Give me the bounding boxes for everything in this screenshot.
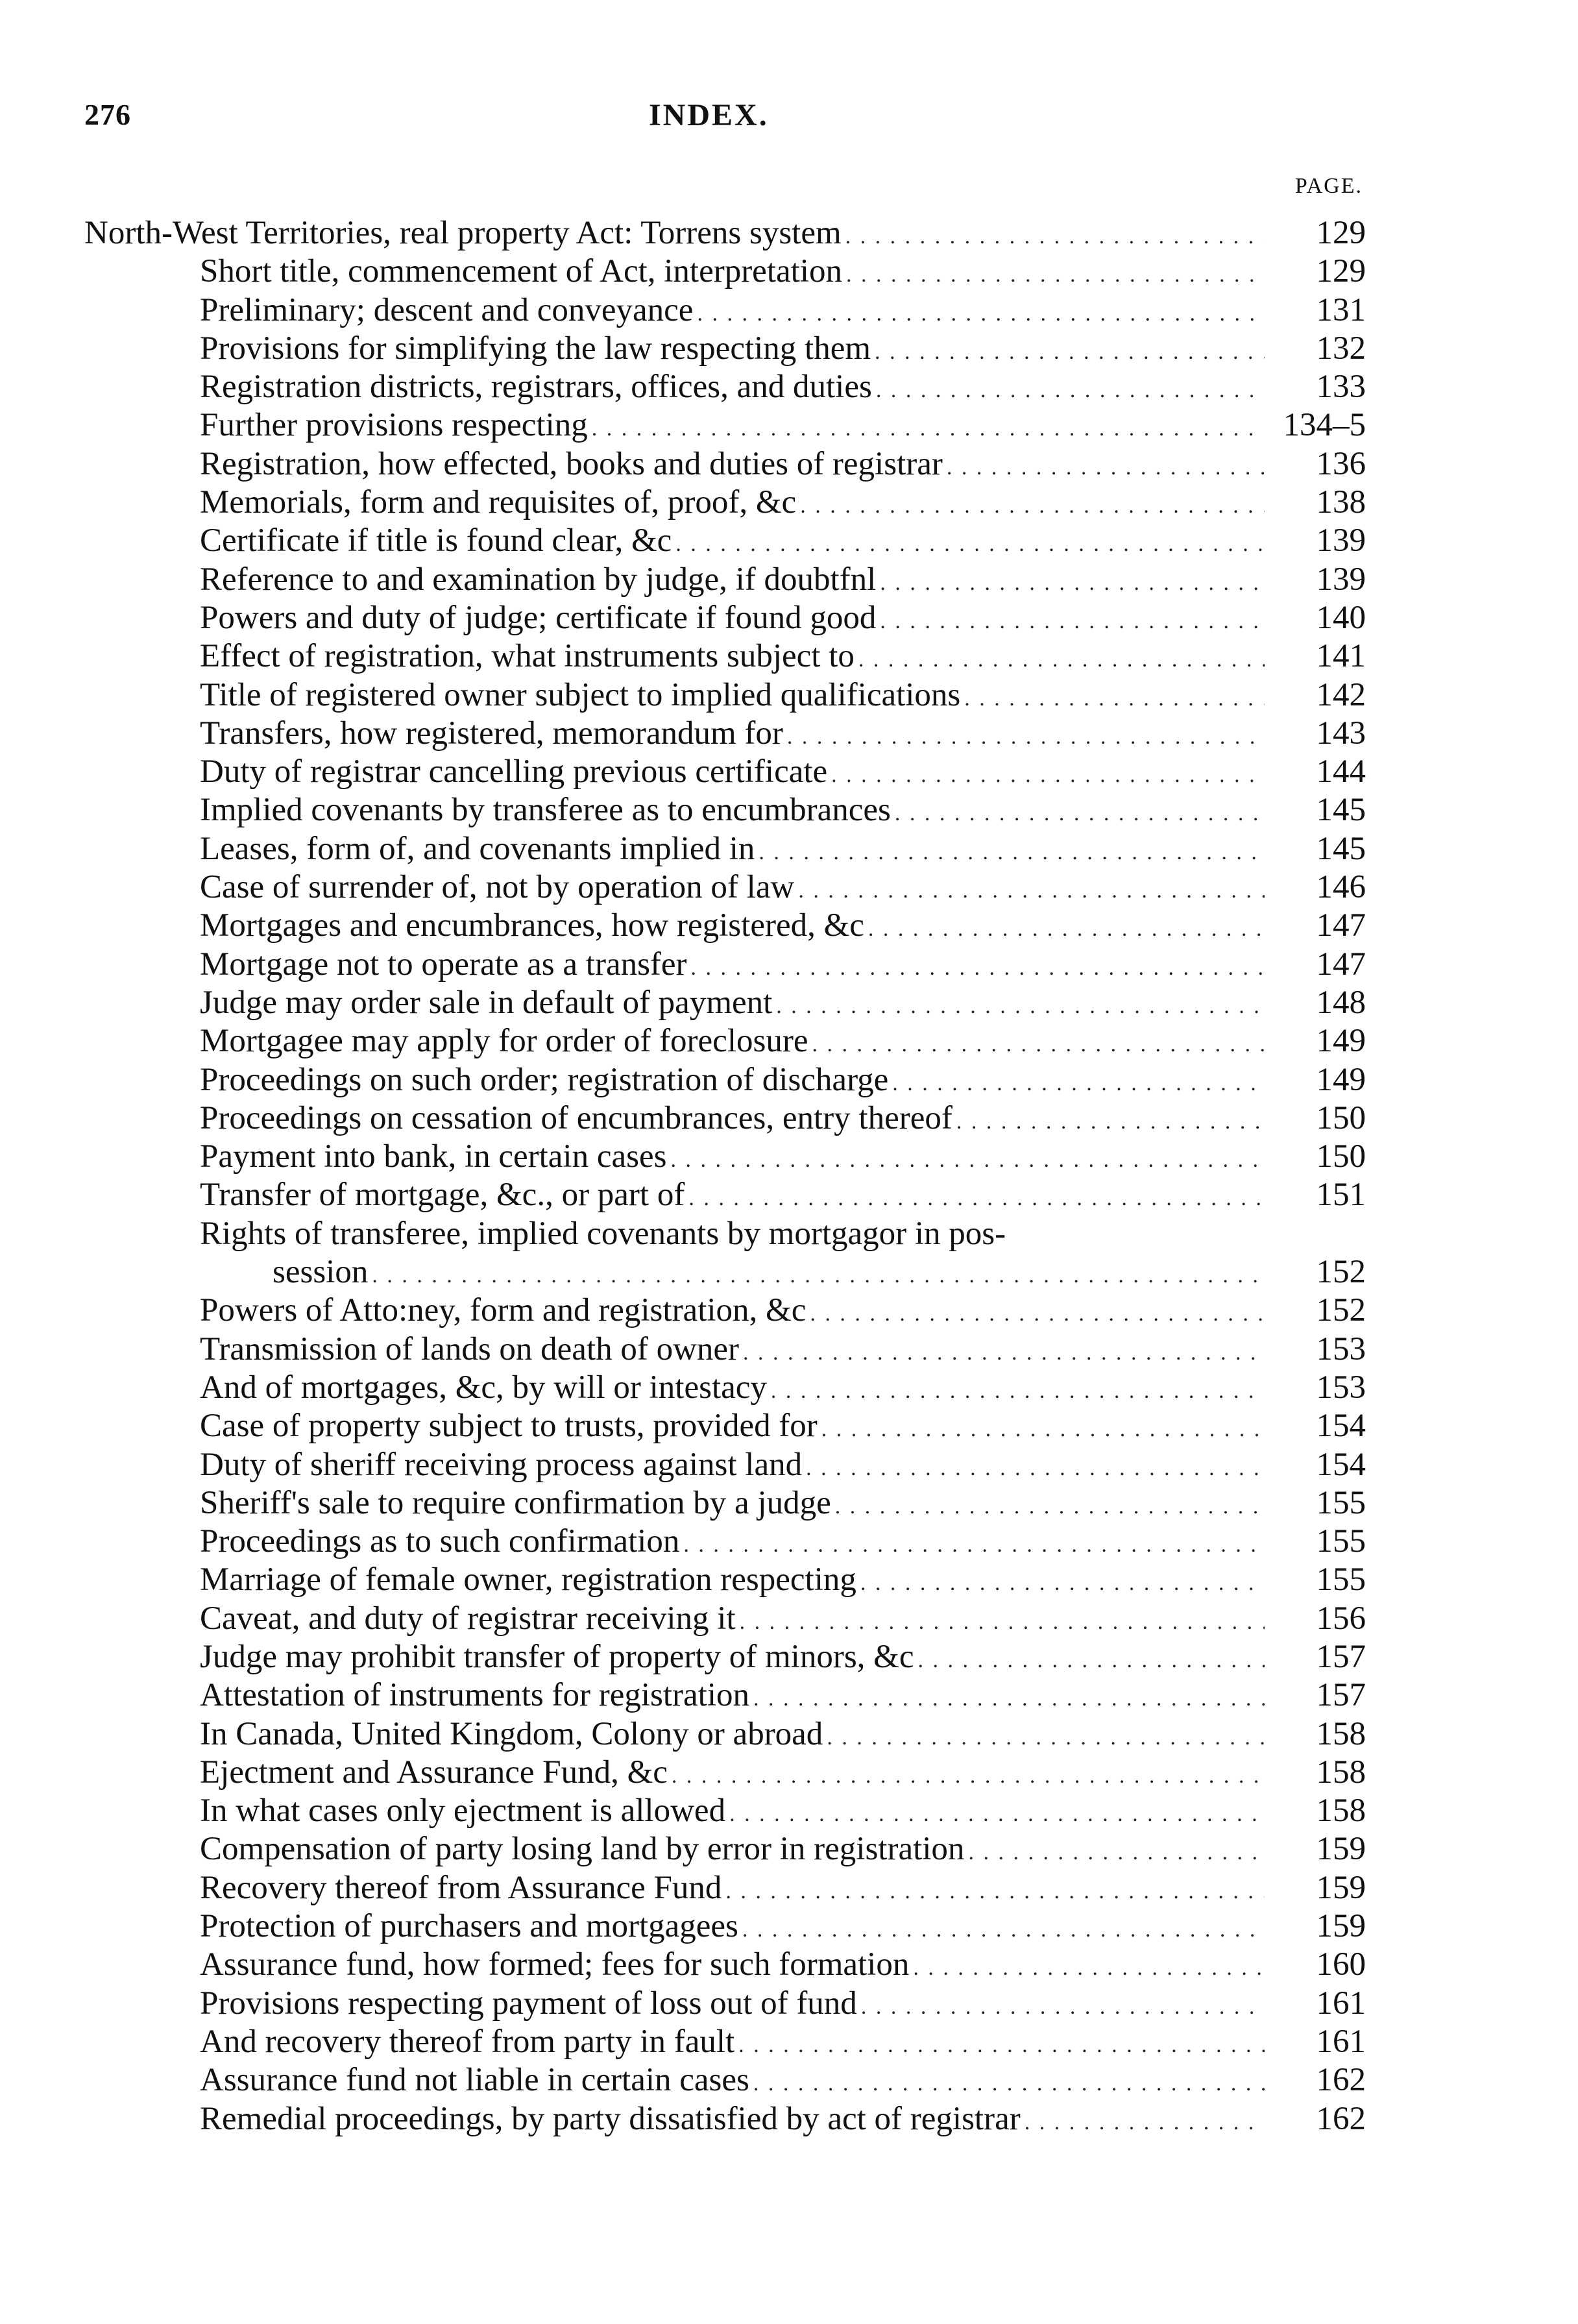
dot-leader bbox=[742, 1911, 1265, 1949]
index-entry bbox=[84, 1099, 1366, 1138]
index-entry-page: 139 bbox=[1316, 561, 1366, 598]
index-entry-page: 155 bbox=[1316, 1484, 1366, 1521]
dot-leader bbox=[697, 295, 1265, 333]
page-column-header: PAGE. bbox=[1294, 174, 1363, 198]
index-entry-page: 142 bbox=[1316, 676, 1366, 713]
index-entry bbox=[84, 907, 1366, 945]
index-entry-page: 133 bbox=[1316, 369, 1366, 406]
index-entry-page: 144 bbox=[1316, 753, 1366, 790]
index-entry-text: Transmission of lands on death of owner bbox=[200, 1330, 740, 1367]
index-entry-page: 148 bbox=[1316, 984, 1366, 1021]
index-entry-text: Case of property subject to trusts, provided for bbox=[200, 1408, 818, 1445]
index-entry-text: Caveat, and duty of registrar receiving it bbox=[200, 1600, 736, 1637]
index-entry bbox=[84, 984, 1366, 1022]
dot-leader bbox=[880, 564, 1265, 602]
index-entry bbox=[84, 1792, 1366, 1830]
index-entry-page: 159 bbox=[1316, 1869, 1366, 1906]
index-entry-page: 147 bbox=[1316, 907, 1366, 944]
index-entry-text: Title of registered owner subject to implied qualifications bbox=[200, 676, 961, 713]
index-entry-text: Transfer of mortgage, &c., or part of bbox=[200, 1177, 685, 1214]
dot-leader bbox=[821, 1410, 1265, 1449]
index-entry bbox=[84, 214, 1366, 252]
dot-leader bbox=[691, 949, 1265, 987]
index-entry bbox=[84, 1715, 1366, 1754]
index-entry-text: Reference to and examination by judge, if doubtfnl bbox=[200, 561, 877, 598]
index-entry bbox=[84, 753, 1366, 791]
index-entry-text: Recovery thereof from Assurance Fund bbox=[200, 1869, 722, 1906]
index-entry-page: 132 bbox=[1316, 330, 1366, 367]
index-entry-text: Judge may prohibit transfer of property of minors, &c bbox=[200, 1638, 914, 1675]
index-entry-page: 157 bbox=[1316, 1638, 1366, 1675]
dot-leader bbox=[776, 987, 1265, 1025]
index-entry bbox=[84, 1369, 1366, 1407]
index-entry-page: 157 bbox=[1316, 1677, 1366, 1714]
index-entry-page: 159 bbox=[1316, 1831, 1366, 1868]
dot-leader bbox=[846, 256, 1265, 294]
index-entry-text: Proceedings as to such confirmation bbox=[200, 1523, 680, 1560]
index-entry bbox=[84, 1638, 1366, 1676]
index-entry-text: Certificate if title is found clear, &c bbox=[200, 522, 672, 559]
index-entry bbox=[84, 522, 1366, 560]
index-entry-text: Ejectment and Assurance Fund, &c bbox=[200, 1754, 668, 1791]
index-entry-text: Duty of sheriff receiving process against land bbox=[200, 1446, 803, 1483]
dot-leader bbox=[753, 2064, 1265, 2103]
index-entry-text: Compensation of party losing land by error in registration bbox=[200, 1831, 965, 1868]
index-entry-text: Short title, commencement of Act, interpretation bbox=[200, 253, 842, 290]
index-entry-page: 136 bbox=[1316, 445, 1366, 482]
index-entry-text: Mortgages and encumbrances, how registered, &c bbox=[200, 907, 864, 944]
index-entry-text: Provisions for simplifying the law respecting them bbox=[200, 330, 871, 367]
index-entry-page: 150 bbox=[1316, 1099, 1366, 1136]
index-entry bbox=[84, 1291, 1366, 1330]
dot-leader bbox=[827, 1719, 1265, 1757]
index-entry bbox=[84, 1176, 1366, 1214]
dot-leader bbox=[968, 1833, 1265, 1872]
dot-leader bbox=[738, 2026, 1265, 2064]
index-entry-text: Case of surrender of, not by operation of law bbox=[200, 869, 795, 906]
index-entry-text: Memorials, form and requisites of, proof, &c bbox=[200, 484, 797, 521]
index-entry-page: 134–5 bbox=[1283, 407, 1366, 444]
index-entry-text: Mortgage not to operate as a transfer bbox=[200, 946, 687, 983]
index-entry-text: And of mortgages, &c, by will or intestacy bbox=[200, 1369, 767, 1406]
index-entry bbox=[84, 368, 1366, 406]
index-entry bbox=[84, 1407, 1366, 1445]
index-entry-text: Effect of registration, what instruments subject to bbox=[200, 638, 855, 675]
index-entry bbox=[84, 1600, 1366, 1638]
index-entry bbox=[84, 1484, 1366, 1523]
dot-leader bbox=[845, 217, 1265, 256]
index-entry bbox=[84, 1985, 1366, 2023]
index-entry-page: 155 bbox=[1316, 1523, 1366, 1560]
index-entry-text: Preliminary; descent and conveyance bbox=[200, 291, 694, 328]
index-entry bbox=[84, 830, 1366, 868]
dot-leader bbox=[812, 1025, 1265, 1064]
index-entry bbox=[84, 1946, 1366, 1984]
dot-leader bbox=[917, 1641, 1265, 1680]
index-entry bbox=[84, 1138, 1366, 1176]
index-entry bbox=[84, 1830, 1366, 1868]
index-entry-text: session bbox=[273, 1254, 369, 1291]
dot-leader bbox=[868, 910, 1265, 948]
dot-leader bbox=[880, 602, 1265, 641]
index-entry-text: Payment into bank, in certain cases bbox=[200, 1138, 667, 1175]
index-entry-text: Leases, form of, and covenants implied in bbox=[200, 830, 755, 867]
dot-leader bbox=[831, 756, 1265, 794]
dot-leader bbox=[835, 1487, 1265, 1526]
index-entry-text: Remedial proceedings, by party dissatisfied by act of registrar bbox=[200, 2100, 1021, 2137]
index-entry-page: 149 bbox=[1316, 1061, 1366, 1098]
index-entry-text: In Canada, United Kingdom, Colony or abroad bbox=[200, 1715, 823, 1752]
dot-leader bbox=[675, 525, 1265, 563]
index-entry-page: 158 bbox=[1316, 1792, 1366, 1829]
dot-leader bbox=[964, 679, 1265, 718]
index-entry-page: 150 bbox=[1316, 1138, 1366, 1175]
page-title: INDEX. bbox=[649, 98, 769, 132]
dot-leader bbox=[688, 1179, 1265, 1217]
index-entry-page: 152 bbox=[1316, 1292, 1366, 1329]
index-entry bbox=[84, 561, 1366, 599]
index-entry-page: 131 bbox=[1316, 291, 1366, 328]
index-entry-text: And recovery thereof from party in fault bbox=[200, 2023, 735, 2060]
index-entry bbox=[84, 2100, 1366, 2138]
index-entry-text: Powers and duty of judge; certificate if found good bbox=[200, 599, 877, 636]
index-entry-text: North-West Territories, real property Act: Torrens system bbox=[84, 215, 842, 251]
index-entry bbox=[84, 291, 1366, 330]
index-entry bbox=[84, 676, 1366, 715]
index-entry-page: 140 bbox=[1316, 599, 1366, 636]
dot-leader bbox=[759, 833, 1265, 872]
index-entry-page: 153 bbox=[1316, 1369, 1366, 1406]
index-entry bbox=[84, 406, 1366, 445]
index-entry bbox=[84, 2023, 1366, 2061]
index-entry bbox=[84, 946, 1366, 984]
dot-leader bbox=[913, 1949, 1265, 1987]
index-entry-text: Rights of transferee, implied covenants by mortgagor in pos- bbox=[200, 1215, 1006, 1252]
index-entry-text: Sheriff's sale to require confirmation by a judge bbox=[200, 1484, 831, 1521]
dot-leader bbox=[743, 1334, 1265, 1372]
dot-leader bbox=[800, 487, 1265, 525]
index-entry bbox=[84, 868, 1366, 907]
index-entry-page: 149 bbox=[1316, 1023, 1366, 1060]
index-entry-page: 154 bbox=[1316, 1446, 1366, 1483]
index-entry bbox=[84, 483, 1366, 522]
running-head bbox=[84, 97, 1382, 149]
index-entry-text: Registration districts, registrars, offices, and duties bbox=[200, 369, 872, 406]
dot-leader bbox=[729, 1795, 1265, 1833]
index-entry-text: Transfers, how registered, memorandum for bbox=[200, 715, 783, 752]
index-entry-page: 145 bbox=[1316, 830, 1366, 867]
index-entry-text: Powers of Atto:ney, form and registration, &c bbox=[200, 1292, 807, 1329]
index-entry-page: 162 bbox=[1316, 2062, 1366, 2099]
dot-leader bbox=[683, 1526, 1265, 1564]
index-entry-text: In what cases only ejectment is allowed bbox=[200, 1792, 726, 1829]
index-entry-page: 129 bbox=[1316, 253, 1366, 290]
index-entry-text: Assurance fund, how formed; fees for such formation bbox=[200, 1946, 910, 1983]
index-entry-page: 159 bbox=[1316, 1908, 1366, 1945]
index-entry-page: 160 bbox=[1316, 1946, 1366, 1983]
index-entry bbox=[84, 715, 1366, 753]
dot-leader bbox=[672, 1757, 1265, 1795]
index-entry-page: 139 bbox=[1316, 522, 1366, 559]
index-entry bbox=[84, 1523, 1366, 1561]
index-entry-page: 156 bbox=[1316, 1600, 1366, 1637]
index-entry-text: Mortgagee may apply for order of foreclosure bbox=[200, 1023, 808, 1060]
dot-leader bbox=[810, 1295, 1265, 1333]
dot-leader bbox=[875, 333, 1265, 371]
dot-leader bbox=[670, 1141, 1265, 1179]
index-entry-text: Attestation of instruments for registration bbox=[200, 1677, 750, 1714]
dot-leader bbox=[806, 1449, 1265, 1487]
index-entry-page: 153 bbox=[1316, 1330, 1366, 1367]
dot-leader bbox=[798, 872, 1265, 910]
index-entry bbox=[84, 1215, 1366, 1253]
index-entry-text: Provisions respecting payment of loss out of fund bbox=[200, 1985, 857, 2022]
dot-leader bbox=[895, 794, 1265, 833]
dot-leader bbox=[858, 641, 1265, 679]
index-entry-page: 143 bbox=[1316, 715, 1366, 752]
index-entry-page: 129 bbox=[1316, 215, 1366, 251]
dot-leader bbox=[771, 1372, 1265, 1410]
index-entry-page: 151 bbox=[1316, 1177, 1366, 1214]
index-entry-page: 138 bbox=[1316, 484, 1366, 521]
index-entry-page: 161 bbox=[1316, 2023, 1366, 2060]
dot-leader bbox=[947, 448, 1265, 487]
index-entry bbox=[84, 1446, 1366, 1484]
index-entry-page: 141 bbox=[1316, 638, 1366, 675]
index-entry bbox=[84, 252, 1366, 291]
index-entry bbox=[84, 445, 1366, 483]
index-entry-text: Protection of purchasers and mortgagees bbox=[200, 1908, 738, 1945]
index-entry-page: 146 bbox=[1316, 869, 1366, 906]
dot-leader bbox=[860, 1564, 1265, 1602]
dot-leader bbox=[787, 718, 1265, 756]
index-entry-text: Assurance fund not liable in certain cases bbox=[200, 2062, 749, 2099]
dot-leader bbox=[876, 371, 1265, 410]
index-entry-text: Judge may order sale in default of payment bbox=[200, 984, 773, 1021]
dot-leader bbox=[753, 1680, 1265, 1718]
index-entries bbox=[84, 214, 1366, 2138]
index-entry bbox=[84, 1754, 1366, 1792]
index-entry-page: 155 bbox=[1316, 1561, 1366, 1598]
index-entry-text: Implied covenants by transferee as to encumbrances bbox=[200, 792, 891, 829]
dot-leader bbox=[740, 1603, 1265, 1641]
dot-leader bbox=[725, 1872, 1265, 1911]
index-entry-page: 145 bbox=[1316, 792, 1366, 829]
index-entry-text: Marriage of female owner, registration respecting bbox=[200, 1561, 856, 1598]
index-entry bbox=[84, 637, 1366, 676]
dot-leader bbox=[956, 1103, 1265, 1141]
index-entry-text: Further provisions respecting bbox=[200, 407, 588, 444]
dot-leader bbox=[372, 1256, 1265, 1295]
index-entry-text: Registration, how effected, books and duties of registrar bbox=[200, 445, 943, 482]
dot-leader bbox=[892, 1064, 1265, 1103]
index-entry-text: Proceedings on cessation of encumbrances, entry thereof bbox=[200, 1099, 953, 1136]
index-entry-page: 158 bbox=[1316, 1754, 1366, 1791]
index-entry-page: 161 bbox=[1316, 1985, 1366, 2022]
index-entry bbox=[84, 1022, 1366, 1060]
dot-leader bbox=[1025, 2103, 1265, 2142]
index-entry bbox=[84, 2061, 1366, 2099]
index-entry bbox=[84, 791, 1366, 829]
index-entry bbox=[84, 1561, 1366, 1599]
index-entry-page: 147 bbox=[1316, 946, 1366, 983]
dot-leader bbox=[861, 1988, 1265, 2026]
index-entry bbox=[84, 1061, 1366, 1099]
index-entry bbox=[84, 1676, 1366, 1715]
index-entry-text: Duty of registrar cancelling previous certificate bbox=[200, 753, 828, 790]
index-entry bbox=[84, 1869, 1366, 1907]
index-entry-page: 154 bbox=[1316, 1408, 1366, 1445]
index-entry-text: Proceedings on such order; registration of discharge bbox=[200, 1061, 889, 1098]
index-entry bbox=[84, 1330, 1366, 1369]
index-entry-page: 162 bbox=[1316, 2100, 1366, 2137]
index-entry bbox=[84, 1253, 1366, 1291]
index-entry bbox=[84, 599, 1366, 637]
index-entry-page: 152 bbox=[1316, 1254, 1366, 1291]
index-entry bbox=[84, 1907, 1366, 1946]
index-entry bbox=[84, 330, 1366, 368]
index-entry-page: 158 bbox=[1316, 1715, 1366, 1752]
dot-leader bbox=[592, 410, 1265, 448]
page-number: 276 bbox=[84, 98, 131, 131]
